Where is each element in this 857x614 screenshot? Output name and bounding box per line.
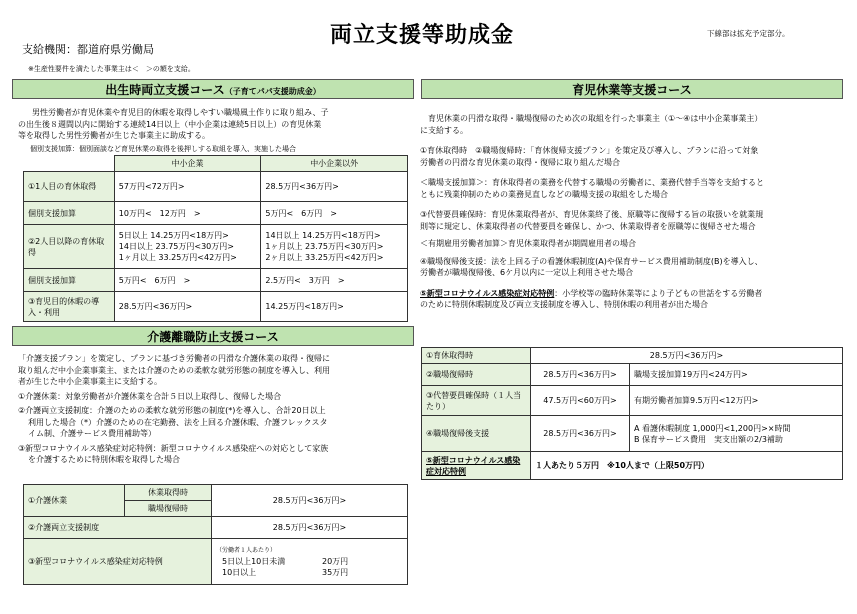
row-label: 個別支援加算 (24, 202, 115, 225)
birth-bonus-note: 個別支援加算：個別面談など育児休業の取得を後押しする取組を導入、実施した場合 (30, 145, 296, 153)
cell-value: 28.5万円<36万円> (531, 364, 630, 386)
birth-course-header (12, 79, 414, 99)
sub-label: 職場復帰時 (125, 501, 212, 517)
row-label: ①育休取得時 (422, 348, 531, 364)
birth-course-title: 出生時両立支援コース (105, 83, 225, 97)
row-label: ⑤新型コロナウイルス感染症対応特例 (422, 452, 531, 480)
care-course-title: 介護離職防止支援コース (12, 326, 414, 346)
cell-other: 14.25万円<18万円> (261, 292, 408, 322)
care-table (23, 484, 408, 585)
cell-extra: A 看護休暇制度 1,000円<1,200円>×時間 B 保育サービス費用 実支出額の2/3補助 (630, 416, 843, 452)
cell-extra: 職場支援加算19万円<24万円> (630, 364, 843, 386)
parental-table (421, 347, 843, 480)
row-label: ④職場復帰後支援 (422, 416, 531, 452)
sub-label: 休業取得時 (125, 485, 212, 501)
header-sme: 中小企業 (114, 156, 261, 172)
agency-label: 支給機関：都道府県労働局 (22, 43, 154, 56)
parental-course-title: 育児休業等支援コース (421, 79, 843, 99)
cell-value: （労働者１人あたり） 5日以上10日未満 20万円 10日以上 35万円 (212, 539, 408, 585)
cell-sme: 5日以上 14.25万円<18万円> 14日以上 23.75万円<30万円> 1ヶ月以上 33.25万円<42万円> (114, 225, 261, 269)
cell-value: 28.5万円<36万円> (531, 348, 843, 364)
row-label: ①1人目の育休取得 (24, 172, 115, 202)
cell-sme: 57万円<72万円> (114, 172, 261, 202)
cell-extra: 有期労働者加算9.5万円<12万円> (630, 386, 843, 416)
cell-other: 14日以上 14.25万円<18万円> 1ヶ月以上 23.75万円<30万円> 2ヶ月以上 33.25万円<42万円> (261, 225, 408, 269)
cell-other: 5万円< 6万円 > (261, 202, 408, 225)
row-label: ②2人目以降の育休取得 (24, 225, 115, 269)
row-label: ③育児目的休暇の導入・利用 (24, 292, 115, 322)
birth-table (23, 155, 408, 322)
cell-sme: 5万円< 6万円 > (114, 269, 261, 292)
cell-value: 28.5万円<36万円> (212, 485, 408, 517)
row-label: 個別支援加算 (24, 269, 115, 292)
row-label: ③新型コロナウイルス感染症対応特例 (24, 539, 212, 585)
productivity-note: ※生産性要件を満たした事業主は＜ ＞の額を支給。 (28, 65, 195, 73)
underline-note: 下線部は拡充予定部分。 (707, 29, 790, 38)
birth-description: 男性労働者が育児休業や育児目的休暇を取得しやすい職場風土作りに取り組み、子 の出生後８週間以内に開始する連続14日以上（中小企業は連続5日以上）の育児休業 等を取得した男性労働者が生じた事業主に助成する。 (18, 108, 329, 140)
cell-other: 2.5万円< 3万円 > (261, 269, 408, 292)
page-title: 両立支援等助成金 (330, 23, 515, 48)
care-description: 「介護支援プラン」を策定し、プランに基づき労働者の円滑な介護休業の取得・復帰に 取り組んだ中小企業事業主、または介護のための柔軟な就労形態の制度を導入し、利用 者が生じた中小企業事業主に支給する。 ①介護休業：対象労働者が介護休業を合計５日以上取得し、復帰した場合 ②介護両立支援制度：介護のための柔軟な就労形態の制度(*)を導入し、合計20日以上 利用した場合（*）介護のための在宅勤務、法を上回る介護休暇、介護フレックスタ イム制、介護サービス費用補助等） ③新型コロナウイルス感染症対応特例：新型コロナウイルス感染症への対応として家族 を介護するために特別休暇を取得した場合 (18, 354, 330, 464)
row-label: ②介護両立支援制度 (24, 517, 212, 539)
row-label: ①介護休業 (24, 485, 125, 517)
birth-course-subtitle: （子育てパパ支援助成金） (224, 87, 321, 96)
parental-description: 育児休業の円滑な取得・職場復帰のため次の取組を行った事業主（①～④は中小企業事業主） に支給する。 ①育休取得時 ②職場復帰時：「育休復帰支援プラン」を策定及び導入し、プランに沿って対象 労働者の円滑な育児休業の取得・復帰に取り組んだ場合 ＜職場支援加算＞：育休取得者の業務を代替する職場の労働者に、業務代替手当等を支給すると ともに残業抑制のための業務見直しなどの職場支援の取組をした場合 ③代替要員確保時：育児休業取得者が、育児休業終了後、原職等に復帰する旨の取扱いを就業規 則等に規定し、休業取得者の代替要員を確保し、かつ、休業取得者を原職等に復帰させた場合 ＜有期雇用労働者加算＞育児休業取得者が期間雇用者の場合 ④職場復帰後支援：法を上回る子の看護休暇制度(A)や保育サービス費用補助制度(B)を導入し、 労働者が職場復帰後、6ケ月以内に一定以上利用させた場合 ⑤新型コロナウイルス感染症対応特例：小学校等の臨時休業等により子どもの世話をする労働者 のために特別休暇制度及び両立支援制度を導入し、特別休暇の利用者が出た場合 (420, 114, 764, 309)
header-other: 中小企業以外 (261, 156, 408, 172)
row-label: ③代替要員確保時（１人当たり） (422, 386, 531, 416)
cell-value: １人あたり５万円 ※10人まで（上限50万円） (531, 452, 843, 480)
row-label: ②職場復帰時 (422, 364, 531, 386)
cell-value: 28.5万円<36万円> (531, 416, 630, 452)
cell-value: 28.5万円<36万円> (212, 517, 408, 539)
cell-sme: 10万円< 12万円 > (114, 202, 261, 225)
cell-value: 47.5万円<60万円> (531, 386, 630, 416)
cell-sme: 28.5万円<36万円> (114, 292, 261, 322)
cell-other: 28.5万円<36万円> (261, 172, 408, 202)
